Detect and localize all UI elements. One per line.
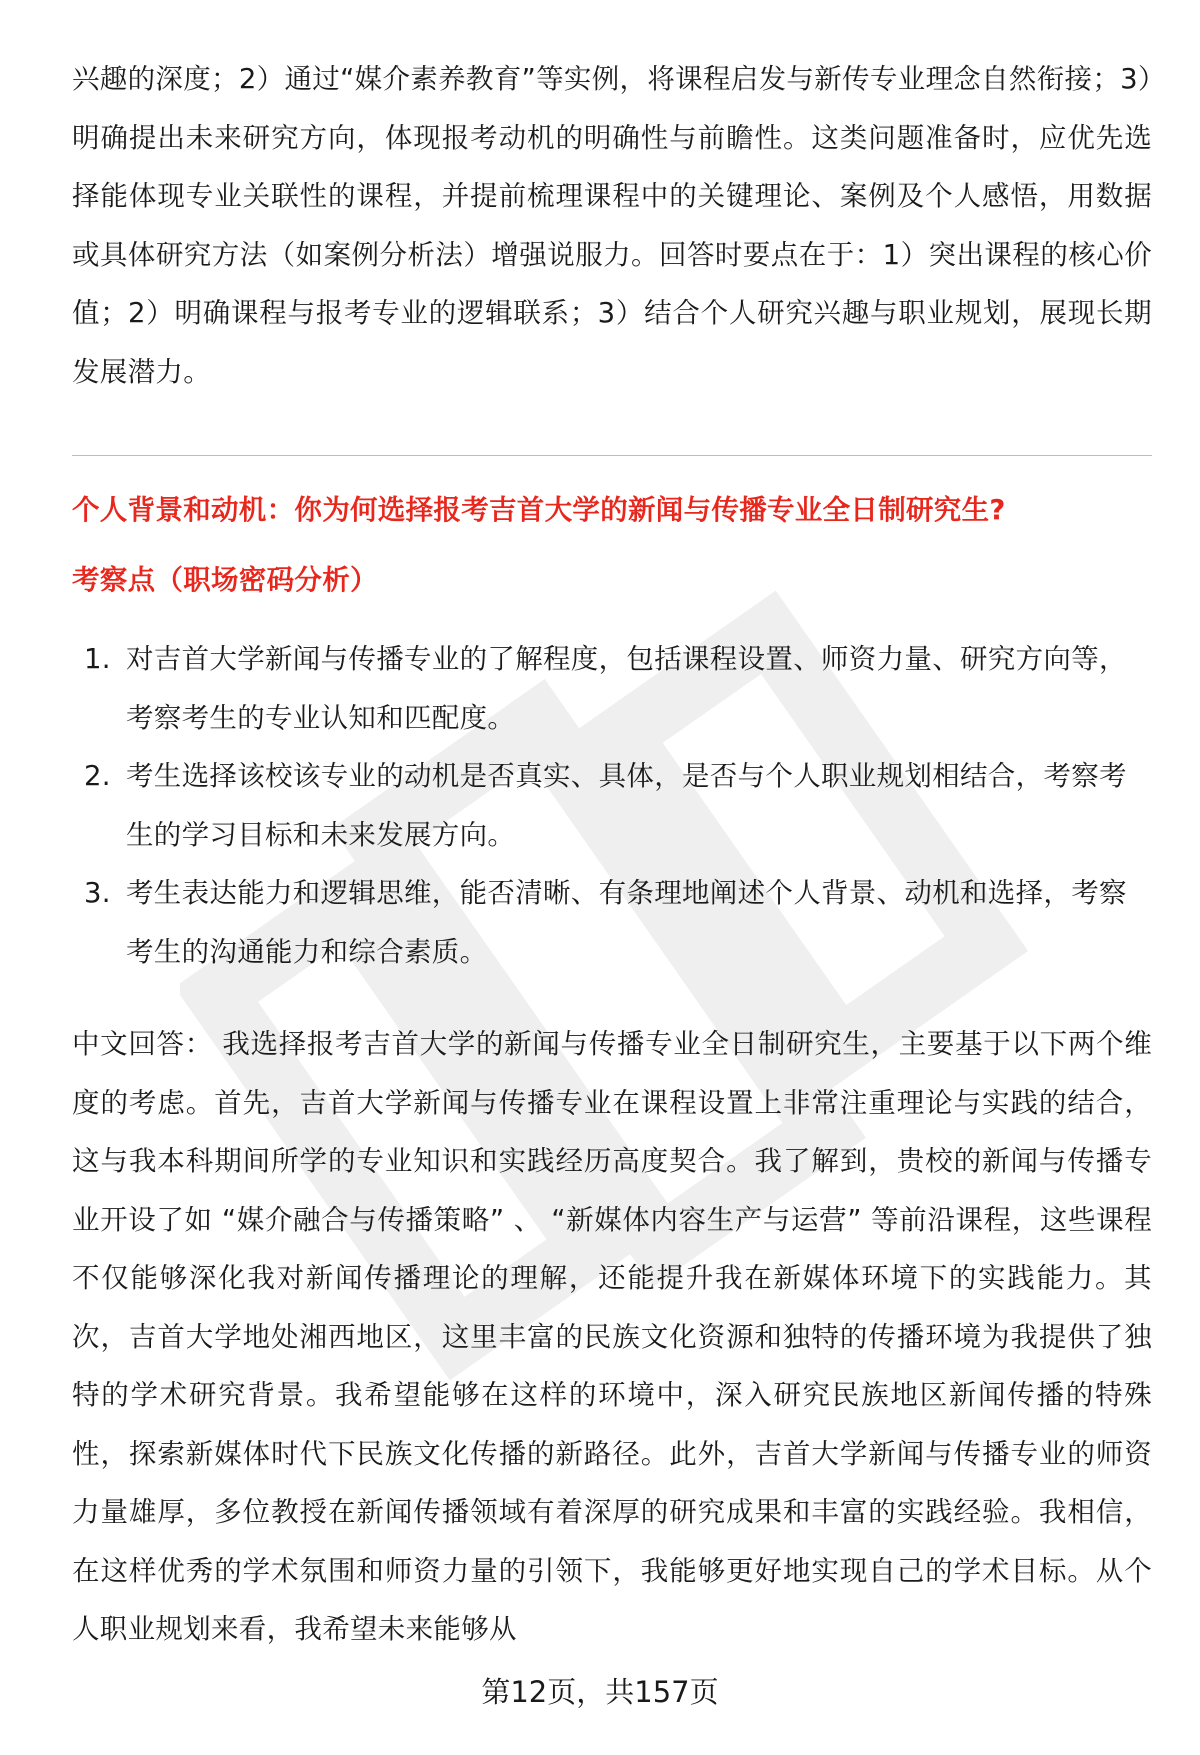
key-points-list — [72, 630, 1152, 981]
question-title: 个人背景和动机：你为何选择报考吉首大学的新闻与传播专业全日制研究生? — [72, 494, 1006, 526]
answer-paragraph: 中文回答： 我选择报考吉首大学的新闻与传播专业全日制研究生，主要基于以下两个维度的考虑。首先，吉首大学新闻与传播专业在课程设置上非常注重理论与实践的结合，这与我本科期间所学的专业知识和实践经历高度契合。我了解到，贵校的新闻与传播专业开设了如 “媒介融合与传播策略” 、 “新媒体内容生产与运营” 等前沿课程，这些课程不仅能够深化我对新闻传播理论的理解，还能提升我在新媒体环境下的实践能力。其次，吉首大学地处湘西地区，这里丰富的民族文化资源和独特的传播环境为我提供了独特的学术研究背景。我希望能够在这样的环境中，深入研究民族地区新闻传播的特殊性，探索新媒体时代下民族文化传播的新路径。此外，吉首大学新闻与传播专业的师资力量雄厚，多位教授在新闻传播领域有着深厚的研究成果和丰富的实践经验。我相信，在这样优秀的学术氛围和师资力量的引领下，我能够更好地实现自己的学术目标。从个人职业规划来看，我希望未来能够从 — [72, 1028, 1152, 1645]
list-item-text: 对吉首大学新闻与传播专业的了解程度，包括课程设置、师资力量、研究方向等，考察考生的专业认知和匹配度。 — [126, 643, 1127, 734]
list-item — [72, 747, 1152, 864]
page-number: 第12页，共157页 — [481, 1675, 719, 1709]
section-divider — [72, 455, 1152, 456]
list-item-text: 考生表达能力和逻辑思维，能否清晰、有条理地阐述个人背景、动机和选择，考察考生的沟通能力和综合素质。 — [126, 877, 1127, 968]
list-item — [72, 630, 1152, 747]
key-points-title: 考察点（职场密码分析） — [72, 564, 378, 596]
list-item-text: 考生选择该校该专业的动机是否真实、具体，是否与个人职业规划相结合，考察考生的学习目标和未来发展方向。 — [126, 760, 1127, 851]
list-item — [72, 864, 1152, 981]
list-item-number: 1. — [84, 643, 111, 675]
list-item-number: 3. — [84, 877, 111, 909]
continuation-paragraph: 兴趣的深度；2）通过“媒介素养教育”等实例，将课程启发与新传专业理念自然衔接；3）明确提出未来研究方向，体现报考动机的明确性与前瞻性。这类问题准备时，应优先选择能体现专业关联性的课程，并提前梳理课程中的关键理论、案例及个人感悟，用数据或具体研究方法（如案例分析法）增强说服力。回答时要点在于：1）突出课程的核心价值；2）明确课程与报考专业的逻辑联系；3）结合个人研究兴趣与职业规划，展现长期发展潜力。 — [72, 63, 1152, 388]
list-item-number: 2. — [84, 760, 111, 792]
